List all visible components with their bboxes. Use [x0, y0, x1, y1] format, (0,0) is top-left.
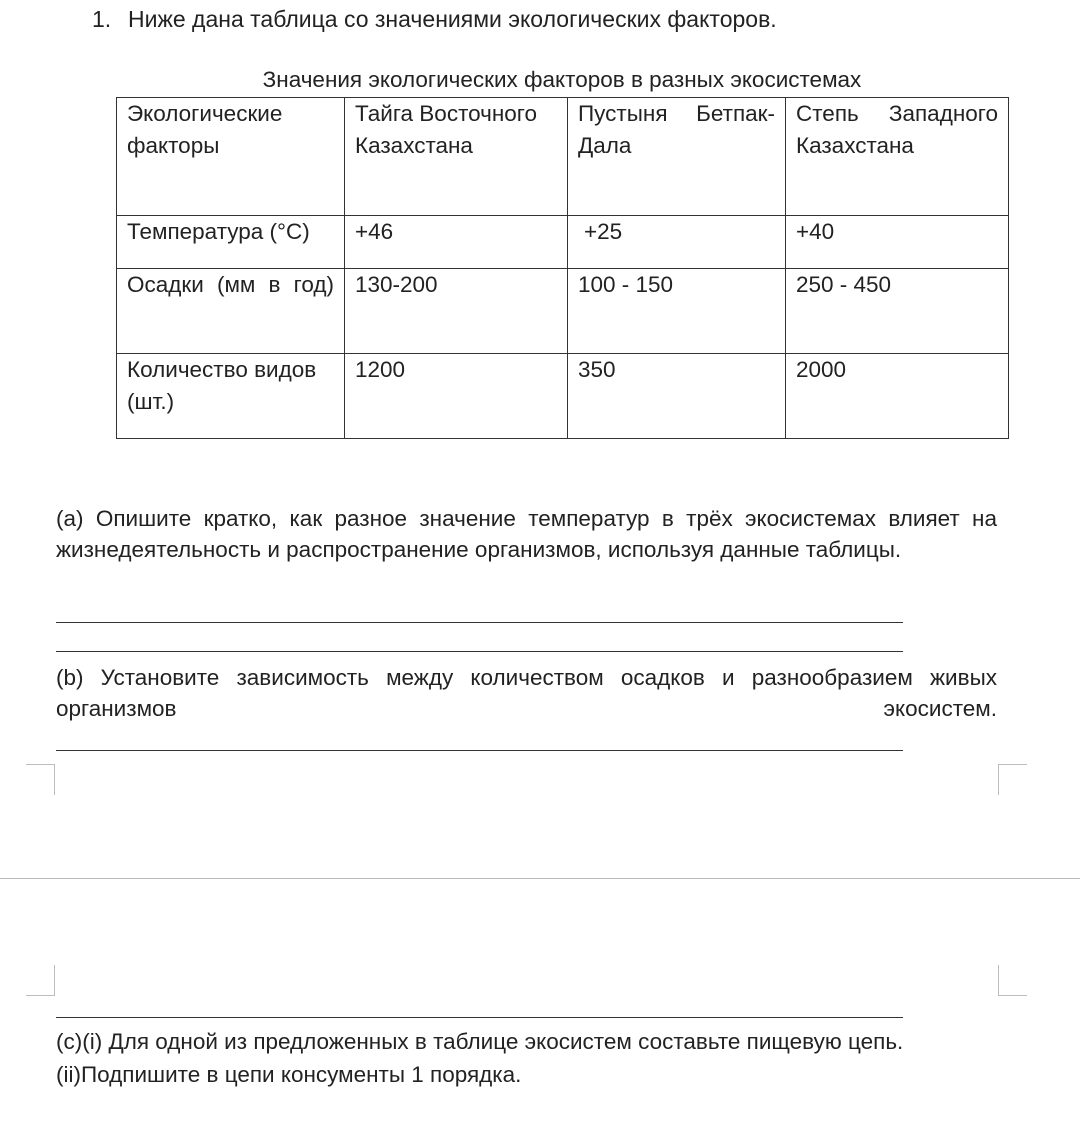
table-cell: 1200	[345, 354, 568, 439]
page-corner-mark	[26, 764, 55, 795]
question-part-b: (b) Установите зависимость между количеством осадков и разнообразием живых организмов экосистем.	[56, 665, 997, 721]
table-row	[117, 269, 1009, 354]
table-cell: 2000	[786, 354, 1009, 439]
question-part-a: (a) Опишите кратко, как разное значение температур в трёх экосистемах влияет на жизнедеятельность и распространение организмов, используя данные таблицы.	[56, 506, 997, 562]
header-cell-factors: Экологические факторы	[117, 98, 345, 216]
row-factor-label: Количество видов (шт.)	[117, 354, 345, 439]
table-cell: 350	[568, 354, 786, 439]
question-part-c-i: (c)(i) Для одной из предложенных в таблице экосистем составьте пищевую цепь.	[56, 1029, 904, 1054]
question-1	[92, 4, 777, 34]
table-cell: +40	[786, 216, 1009, 269]
table-cell: +46	[345, 216, 568, 269]
header-cell-taiga: Тайга Восточного Казахстана	[345, 98, 568, 216]
answer-line	[56, 750, 903, 751]
row-factor-label: Температура (°С)	[117, 216, 345, 269]
table-row	[117, 216, 1009, 269]
question-part-c-ii: (ii)Подпишите в цепи консументы 1 порядка.	[56, 1062, 522, 1087]
page-corner-mark	[26, 965, 55, 996]
header-cell-steppe: Степь Западного Казахстана	[786, 98, 1009, 216]
ecology-table	[116, 97, 1009, 439]
table-cell: +25	[568, 216, 786, 269]
table-cell: 250 - 450	[786, 269, 1009, 354]
page-break-line	[0, 878, 1080, 879]
page-corner-mark	[998, 965, 1027, 996]
table-row	[117, 354, 1009, 439]
question-text: Ниже дана таблица со значениями экологических факторов.	[128, 6, 777, 32]
row-factor-label: Осадки (мм в год)	[117, 269, 345, 354]
table-caption: Значения экологических факторов в разных экосистемах	[262, 67, 862, 92]
answer-line	[56, 622, 903, 623]
header-cell-desert: Пустыня Бетпак-Дала	[568, 98, 786, 216]
table-cell: 100 - 150	[568, 269, 786, 354]
question-number: 1.	[92, 6, 112, 32]
answer-line	[56, 1017, 903, 1018]
table-cell: 130-200	[345, 269, 568, 354]
answer-line	[56, 651, 903, 652]
table-header-row	[117, 98, 1009, 216]
page-corner-mark	[998, 764, 1027, 795]
